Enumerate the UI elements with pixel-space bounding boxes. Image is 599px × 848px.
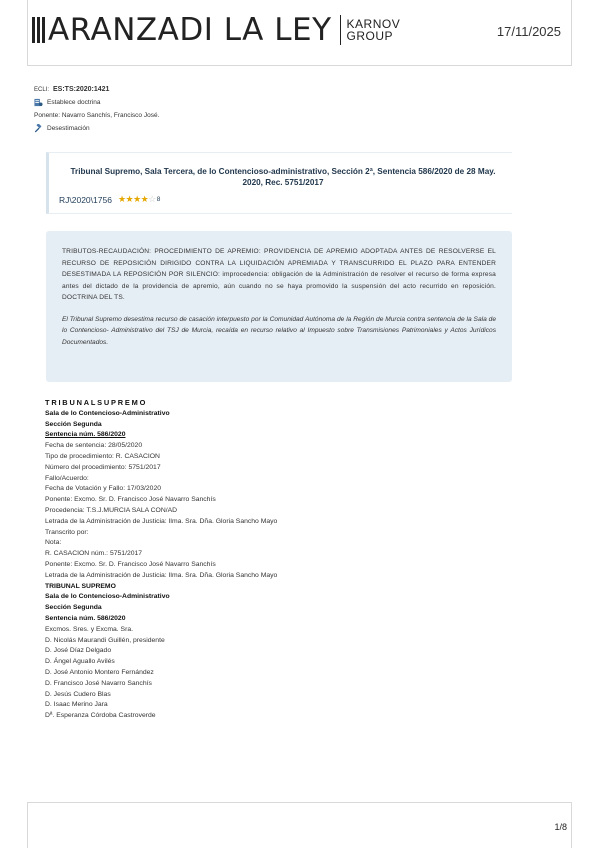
document-body — [45, 398, 277, 722]
ponente-label: Ponente: Navarro Sanchís, Francisco José. — [34, 112, 160, 119]
gavel-icon — [34, 124, 43, 133]
logo-divider — [340, 15, 341, 45]
body-line: Nota: — [45, 539, 62, 547]
citation-reference-row — [59, 194, 160, 205]
body-line: D. Nicolás Maurandi Guillén, presidente — [45, 636, 165, 644]
logo-karnov-text: KARNOV — [346, 17, 401, 31]
body-line: Letrada de la Administración de Justicia: Ilma. Sra. Dña. Gloria Sancho Mayo — [45, 571, 278, 579]
summary-box — [46, 231, 512, 382]
document-date: 17/11/2025 — [496, 24, 561, 39]
citation-title: Tribunal Supremo, Sala Tercera, de lo Contencioso-administrativo, Sección 2ª, Sentencia 586/2020 de 28 May. 2020, Rec. 5751/2017 — [70, 167, 496, 187]
body-line: D. Ángel Aguallo Avilés — [45, 658, 115, 666]
doctrina-label: Establece doctrina — [47, 99, 101, 106]
rating-stars-empty: ☆ — [148, 194, 156, 204]
ecli-value[interactable]: ES:TS:2020:1421 — [53, 86, 110, 93]
karnov-group-logo — [347, 18, 401, 42]
sentence-number-heading: Sentencia núm. 586/2020 — [45, 614, 126, 622]
document-header — [27, 0, 572, 66]
body-line: Sección Segunda — [45, 420, 102, 428]
body-line: Tipo de procedimiento: R. CASACION — [45, 452, 160, 460]
body-line: Excmos. Sres. y Excma. Sra. — [45, 625, 134, 633]
citation-reference[interactable]: RJ\2020\1756 — [59, 194, 112, 205]
logo-bars-icon — [32, 17, 45, 43]
body-line: Sala de lo Contencioso-Administrativo — [45, 409, 170, 417]
body-line: D. Isaac Merino Jara — [45, 701, 108, 709]
fallo-row — [34, 122, 159, 135]
document-footer — [27, 802, 572, 848]
court-heading: TRIBUNALSUPREMO — [45, 398, 148, 407]
summary-keywords: TRIBUTOS-RECAUDACIÓN: PROCEDIMIENTO DE APREMIO: PROVIDENCIA DE APREMIO ADOPTADA ANTES DE RESOLVERSE EL RECURSO DE REPOSICIÓN DIRIGIDO CONTRA LA LIQUIDACIÓN APREMIADA Y TRANSCURRIDO EL PLAZO PARA ENTENDER DESESTIMADA LA REPOSICIÓN POR SILENCIO: improcedencia: obligación de la Administración de resolver el recurso de forma expresa antes del dictado de la providencia de apremio, aún cuando no se haya promovido la suspensión del acto recurrido en reposición. DOCTRINA DEL TS. — [62, 248, 496, 301]
body-line: Transcrito por: — [45, 528, 89, 536]
body-line: Fallo/Acuerdo: — [45, 474, 89, 482]
rating-stars-filled: ★★★★ — [117, 194, 149, 204]
citation-box — [46, 152, 512, 214]
ecli-row — [34, 83, 159, 96]
body-line: D. Francisco José Navarro Sanchís — [45, 679, 152, 687]
sentence-number-heading: Sentencia núm. 586/2020 — [45, 431, 126, 439]
body-line: Número del procedimiento: 5751/2017 — [45, 463, 161, 471]
rating-count: 8 — [156, 196, 161, 203]
aranzadi-logo — [32, 13, 400, 47]
fallo-label: Desestimación — [47, 125, 90, 132]
doctrina-row — [34, 96, 159, 109]
body-line: Procedencia: T.S.J.MURCIA SALA CON/AD — [45, 506, 178, 514]
logo-main-text: ARANZADI LA LEY — [48, 12, 332, 48]
body-line: Sala de lo Contencioso-Administrativo — [45, 593, 170, 601]
body-line: Ponente: Excmo. Sr. D. Francisco José Navarro Sanchís — [45, 496, 216, 504]
document-metadata — [34, 83, 159, 135]
doctrine-icon — [34, 98, 43, 107]
logo-group-text: GROUP — [346, 29, 394, 43]
body-line: D. José Díaz Delgado — [45, 647, 112, 655]
body-line: Dª. Esperanza Córdoba Castroverde — [45, 712, 156, 720]
summary-abstract: El Tribunal Supremo desestima recurso de casación interpuesto por la Comunidad Autónoma de la Región de Murcia contra sentencia de la Sala de lo Contencioso- Administrativo del TSJ de Murcia, recaída en recurso relativo al Impuesto sobre Transmisiones Patrimoniales y Actos Jurídicos Documentados. — [62, 315, 496, 346]
ponente-row — [34, 109, 159, 122]
body-line: Sección Segunda — [45, 604, 102, 612]
ecli-label: ECLI: — [34, 86, 50, 93]
body-line: Fecha de sentencia: 28/05/2020 — [45, 442, 143, 450]
court-heading: TRIBUNAL SUPREMO — [45, 582, 116, 590]
body-line: D. José Antonio Montero Fernández — [45, 668, 154, 676]
body-line: R. CASACION núm.: 5751/2017 — [45, 550, 143, 558]
body-line: D. Jesús Cudero Blas — [45, 690, 111, 698]
rating-stars-icon[interactable] — [118, 194, 156, 205]
body-line: Letrada de la Administración de Justicia: Ilma. Sra. Dña. Gloria Sancho Mayo — [45, 517, 278, 525]
body-line: Fecha de Votación y Fallo: 17/03/2020 — [45, 485, 162, 493]
body-line: Ponente: Excmo. Sr. D. Francisco José Navarro Sanchís — [45, 560, 216, 568]
page-number: 1/8 — [554, 822, 567, 832]
